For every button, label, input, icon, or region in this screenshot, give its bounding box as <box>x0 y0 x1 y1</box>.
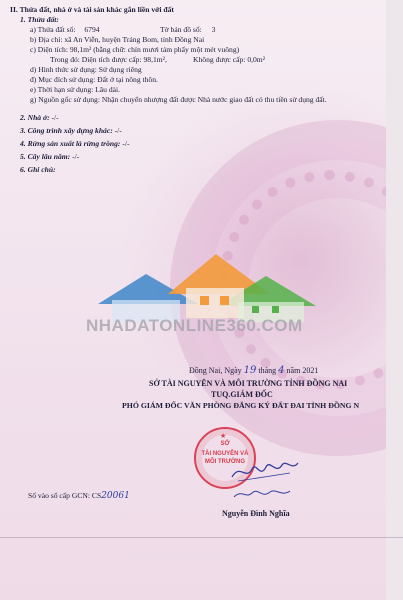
month-handwritten: 4 <box>278 365 285 376</box>
divider <box>0 537 403 538</box>
item-house-label: 2. Nhà ở: <box>20 113 50 122</box>
on-behalf: TUQ.GIÁM ĐỐC <box>211 390 273 399</box>
item-construction-value: -/- <box>112 126 122 135</box>
stamp-line-3: MÔI TRƯỜNG <box>204 459 246 465</box>
usage-origin: g) Nguồn gốc sử dụng: Nhận chuyển nhượng đất được Nhà nước giao đất có thu tiền sử dụng đất. <box>30 95 327 104</box>
page-edge <box>386 0 403 600</box>
signature-icon <box>230 455 300 485</box>
item-notes-label: 6. Ghi chú: <box>20 165 56 174</box>
area-private: Trong đó: Diện tích được cấp: 98,1m², <box>50 55 167 64</box>
item-notes <box>20 165 56 174</box>
map-sheet-row <box>160 25 215 34</box>
land-heading: 1. Thửa đất: <box>20 15 59 24</box>
stamp-line-2: TÀI NGUYÊN VÀ <box>201 451 249 457</box>
place-date <box>189 366 318 375</box>
registry-label: Số vào sổ cấp GCN: CS <box>28 491 102 500</box>
map-sheet-number: 3 <box>211 25 216 34</box>
year-label: năm 2021 <box>286 366 319 375</box>
item-perennial-value: -/- <box>70 152 80 161</box>
signer-name: Nguyễn Đình Nghĩa <box>222 509 290 518</box>
item-house <box>20 113 59 122</box>
address: b) Địa chỉ: xã An Viễn, huyện Trảng Bom, tỉnh Đồng Nai <box>30 35 205 44</box>
item-forest <box>20 139 130 148</box>
area-common: Không được cấp: 0,0m² <box>193 55 265 64</box>
stamp-line-1: SỞ <box>220 441 230 447</box>
parcel-number-row <box>30 25 100 34</box>
section-heading: II. Thửa đất, nhà ở và tài sản khác gắn liền với đất <box>10 5 174 14</box>
item-house-value: -/- <box>49 113 59 122</box>
usage-term: e) Thời hạn sử dụng: Lâu dài. <box>30 85 121 94</box>
item-construction <box>20 126 122 135</box>
department: SỞ TÀI NGUYÊN VÀ MÔI TRƯỜNG TỈNH ĐỒNG NAI <box>149 379 348 388</box>
registry-value: 20061 <box>101 491 130 501</box>
item-forest-value: -/- <box>120 139 130 148</box>
parcel-number-label: a) Thửa đất số: <box>30 25 76 34</box>
item-forest-label: 4. Rừng sản xuất là rừng trồng: <box>20 139 121 148</box>
map-sheet-label: Tờ bản đồ số: <box>160 25 202 34</box>
item-perennial <box>20 152 79 161</box>
parcel-number: 6794 <box>84 25 100 34</box>
day-handwritten: 19 <box>243 365 257 376</box>
watermark-text: NHADATONLINE360.COM <box>86 316 303 335</box>
item-perennial-label: 5. Cây lâu năm: <box>20 152 71 161</box>
area: c) Diện tích: 98,1m² (bằng chữ: chín mươi tám phẩy một mét vuông) <box>30 45 240 54</box>
signer-title: PHÓ GIÁM ĐỐC VĂN PHÒNG ĐĂNG KÝ ĐẤT ĐAI TỈNH ĐỒNG N <box>122 401 360 410</box>
month-label: tháng <box>258 366 277 375</box>
initials-signature-icon <box>232 487 292 501</box>
registry-number <box>28 491 130 501</box>
usage-purpose: đ) Mục đích sử dụng: Đất ở tại nông thôn. <box>30 75 158 84</box>
place-date-prefix: Đồng Nai, Ngày <box>189 366 242 375</box>
star-icon: ★ <box>220 433 227 440</box>
item-construction-label: 3. Công trình xây dựng khác: <box>20 126 113 135</box>
usage-form: d) Hình thức sử dụng: Sử dụng riêng <box>30 65 142 74</box>
